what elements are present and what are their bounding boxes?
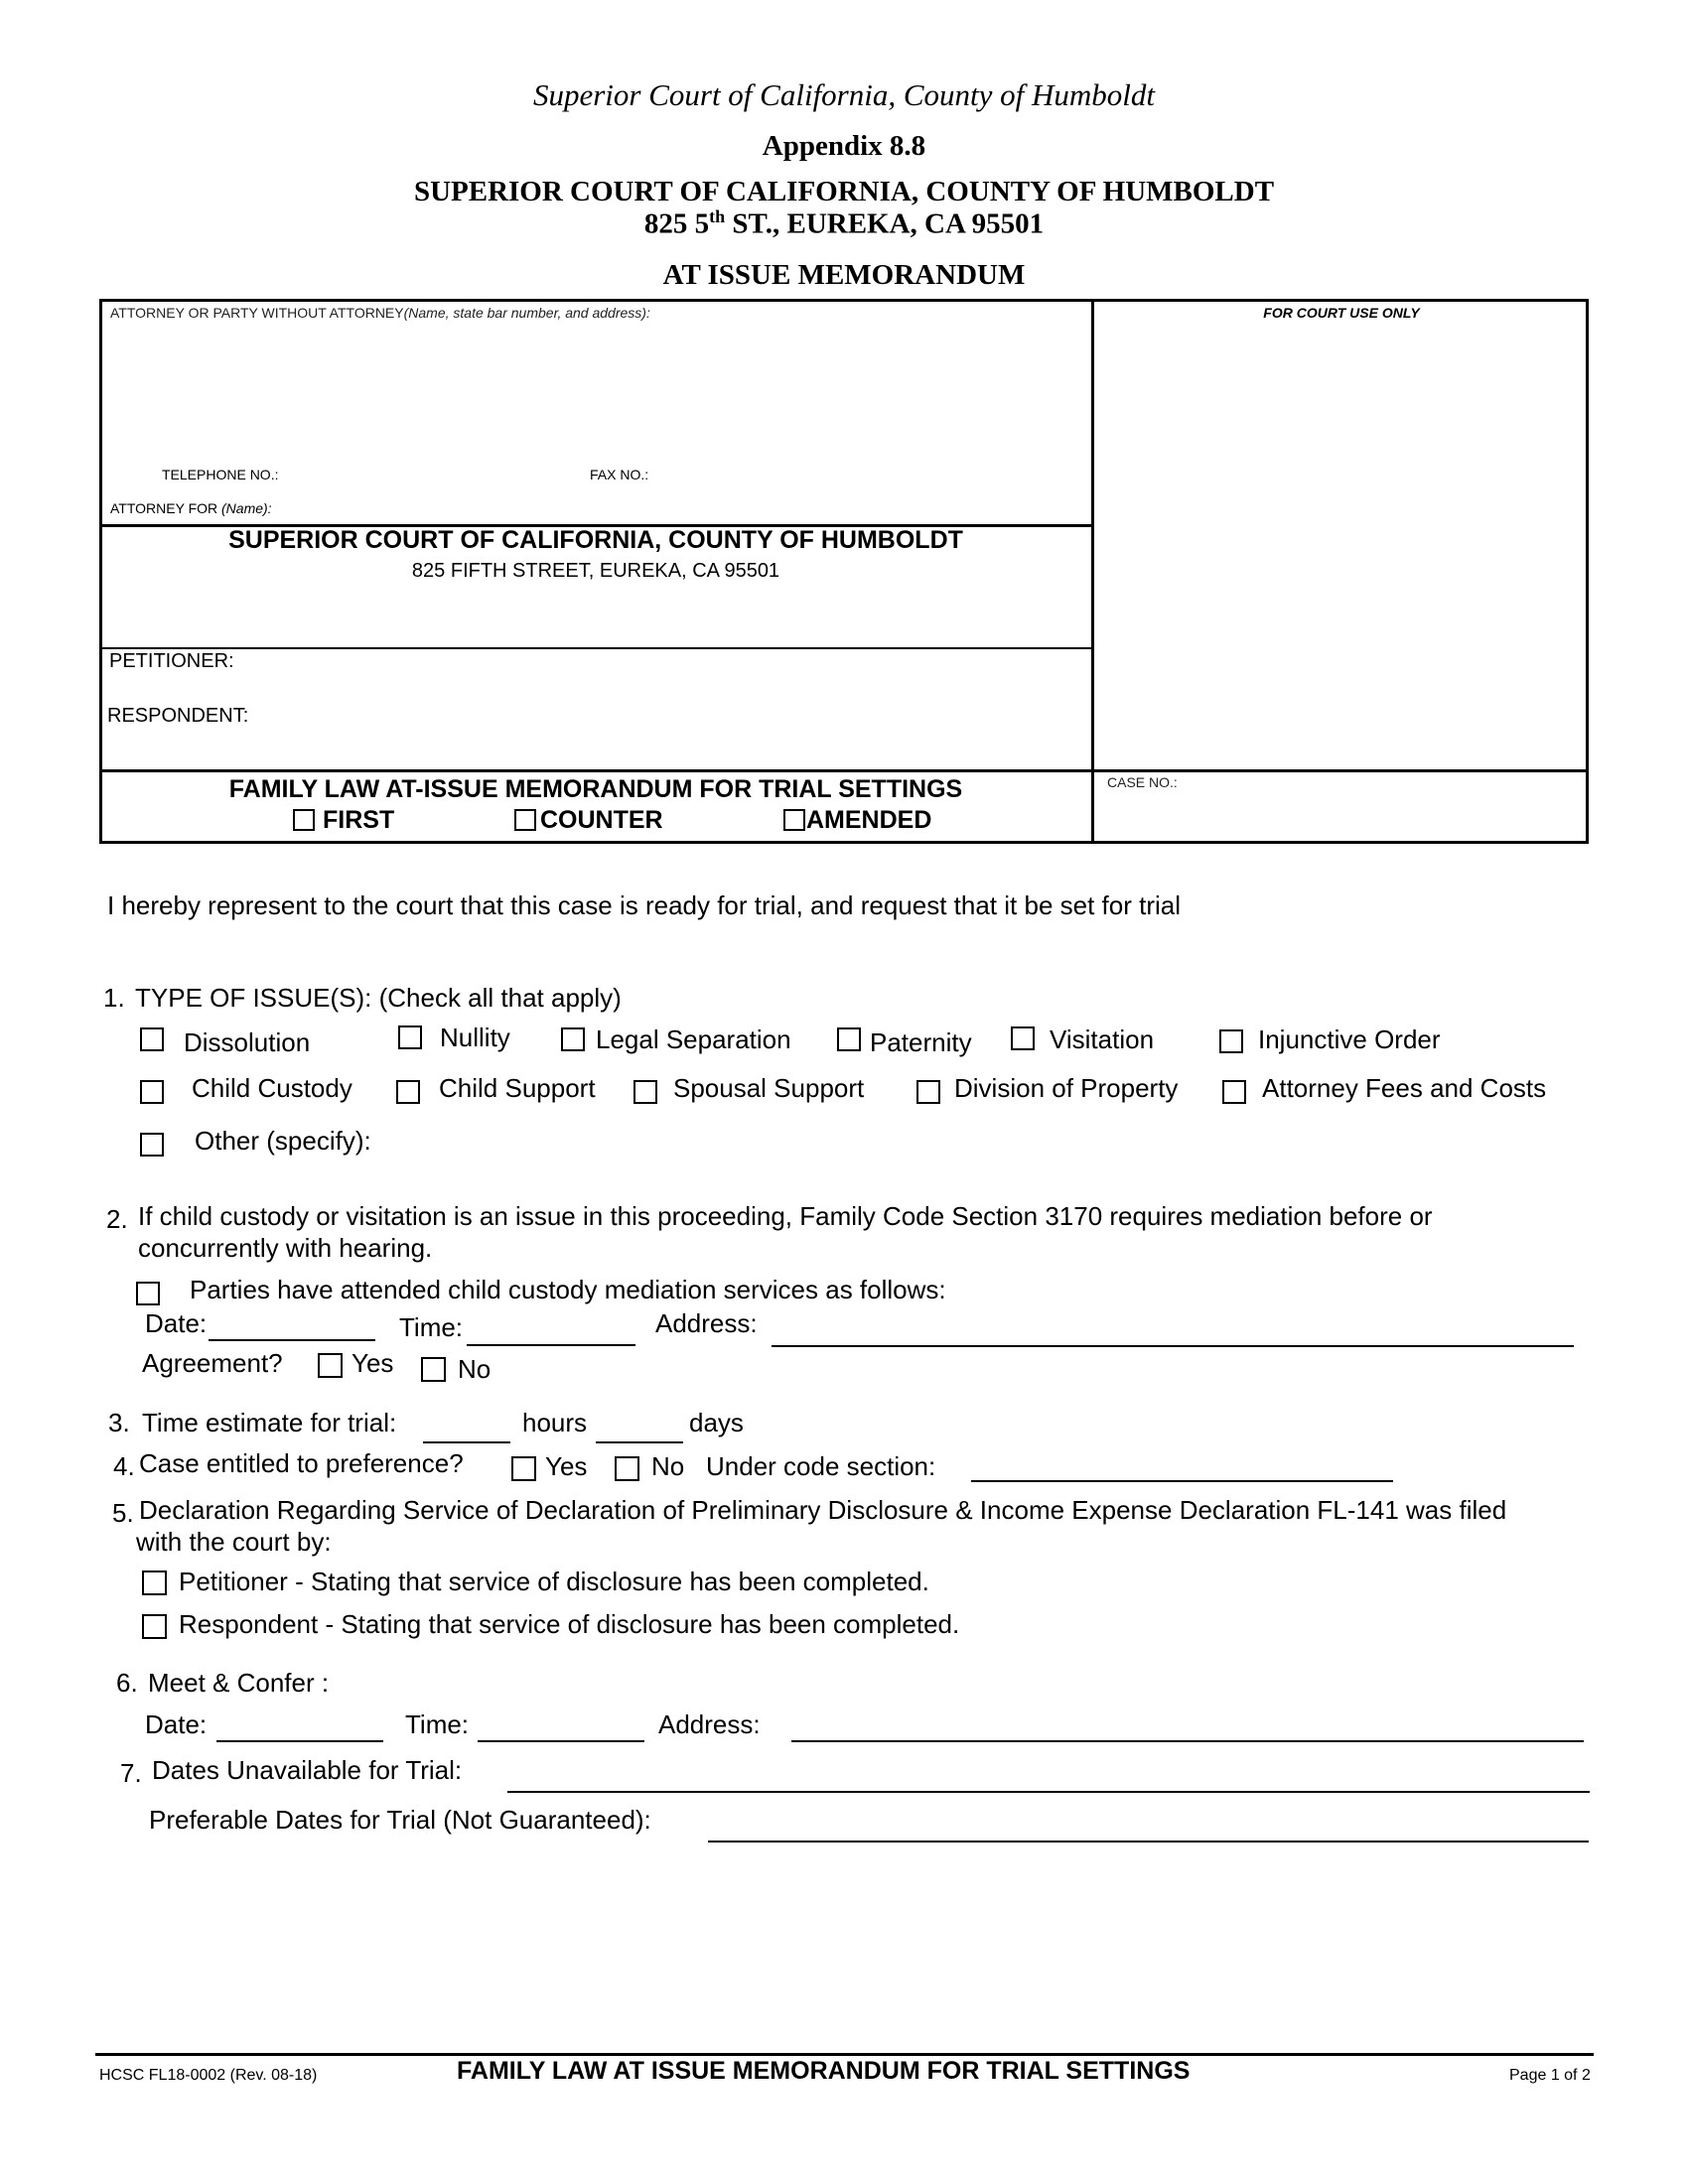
mediation-time-field[interactable] [467,1344,635,1346]
preference-no-checkbox[interactable] [615,1456,639,1481]
trial-days-field[interactable] [596,1441,683,1443]
mediation-address-label: Address: [655,1308,758,1338]
petitioner-label: PETITIONER: [109,650,234,672]
preferable-dates-field[interactable] [708,1841,1589,1843]
attorney-fees-label: Attorney Fees and Costs [1262,1073,1547,1103]
address-number: 825 5 [643,207,710,240]
item3-label: Time estimate for trial: [142,1408,397,1437]
division-of-property-checkbox[interactable] [916,1080,940,1104]
days-label: days [689,1408,744,1437]
caption-court-address: 825 FIFTH STREET, EUREKA, CA 95501 [411,560,780,582]
item6-label: Meet & Confer : [148,1668,330,1698]
attorney-label-text: ATTORNEY OR PARTY WITHOUT ATTORNEY [110,305,404,321]
footer-title: FAMILY LAW AT ISSUE MEMORANDUM FOR TRIAL SETTINGS [457,2057,1191,2085]
visitation-label: Visitation [1050,1024,1155,1054]
amended-label: AMENDED [806,806,932,834]
mediation-date-label: Date: [145,1308,208,1338]
attorney-label-hint: (Name, state bar number, and address): [403,305,650,321]
agreement-yes-label: Yes [352,1348,394,1378]
intro-statement: I hereby represent to the court that this case is ready for trial, and request that it be set for trial [107,890,1181,920]
dissolution-label: Dissolution [184,1027,311,1057]
attorney-for-text: ATTORNEY FOR [110,500,222,516]
memo-title: FAMILY LAW AT-ISSUE MEMORANDUM FOR TRIAL SETTINGS [228,775,963,803]
agreement-no-checkbox[interactable] [421,1357,446,1382]
fax-label: FAX NO.: [590,467,649,482]
address-superscript: th [709,206,726,226]
item2-text-line2: concurrently with hearing. [138,1233,433,1263]
item4-number: 4. [113,1451,135,1481]
other-checkbox[interactable] [140,1133,164,1157]
case-no-label: CASE NO.: [1107,774,1178,790]
first-label: FIRST [323,806,395,834]
hours-label: hours [522,1408,588,1437]
appendix-label: Appendix 8.8 [762,130,926,162]
item4-label: Case entitled to preference? [139,1448,464,1478]
court-name-italic: Superior Court of California, County of Humboldt [532,77,1156,112]
amended-checkbox[interactable] [783,809,805,831]
division-of-property-label: Division of Property [954,1073,1179,1103]
meet-time-label: Time: [405,1709,470,1739]
agreement-yes-checkbox[interactable] [318,1353,343,1378]
code-section-field[interactable] [971,1480,1393,1482]
item5-number: 5. [112,1498,134,1528]
item3-number: 3. [108,1408,130,1437]
preference-yes-label: Yes [545,1451,588,1481]
petitioner-disclosure-checkbox[interactable] [142,1570,167,1595]
preference-yes-checkbox[interactable] [511,1456,536,1481]
trial-hours-field[interactable] [423,1441,510,1443]
dissolution-checkbox[interactable] [140,1027,164,1051]
visitation-checkbox[interactable] [1011,1026,1035,1050]
telephone-label: TELEPHONE NO.: [162,467,279,482]
paternity-checkbox[interactable] [837,1027,861,1051]
first-checkbox[interactable] [293,809,315,831]
meet-address-label: Address: [658,1709,761,1739]
paternity-label: Paternity [870,1027,972,1057]
item1-label: TYPE OF ISSUE(S): (Check all that apply) [135,983,622,1013]
agreement-no-label: No [458,1354,492,1384]
court-name-caps: SUPERIOR COURT OF CALIFORNIA, COUNTY OF HUMBOLDT [413,176,1275,207]
child-custody-label: Child Custody [192,1073,352,1103]
attorney-fees-checkbox[interactable] [1222,1080,1246,1104]
petitioner-disclosure-label: Petitioner - Stating that service of disclosure has been completed. [179,1567,929,1596]
footer-page-number: Page 1 of 2 [1509,2067,1591,2084]
spousal-support-checkbox[interactable] [633,1080,657,1104]
attorney-for-hint: (Name): [221,500,272,516]
injunctive-order-label: Injunctive Order [1258,1024,1441,1054]
court-use-only-label: FOR COURT USE ONLY [1263,305,1420,321]
mediation-address-field[interactable] [772,1345,1574,1347]
item2-text-line1: If child custody or visitation is an issue in this proceeding, Family Code Section 3170 requires mediation before or [138,1201,1433,1231]
meet-date-label: Date: [145,1709,208,1739]
child-support-checkbox[interactable] [396,1080,420,1104]
code-section-label: Under code section: [706,1451,936,1481]
attorney-for-label [110,500,272,516]
legal-separation-checkbox[interactable] [561,1027,585,1051]
mediation-attended-label: Parties have attended child custody mediation services as follows: [190,1275,946,1304]
spousal-support-label: Spousal Support [673,1073,865,1103]
mediation-time-label: Time: [399,1312,464,1342]
item5-text-line1: Declaration Regarding Service of Declaration of Preliminary Disclosure & Income Expense Declaration FL-141 was filed [139,1495,1507,1525]
mediation-attended-checkbox[interactable] [136,1282,160,1305]
other-label: Other (specify): [195,1126,371,1156]
meet-date-field[interactable] [216,1740,383,1742]
child-support-label: Child Support [439,1073,596,1103]
respondent-disclosure-label: Respondent - Stating that service of disclosure has been completed. [179,1609,960,1639]
mediation-date-field[interactable] [209,1339,375,1341]
item1-number: 1. [103,983,125,1013]
preference-no-label: No [651,1451,685,1481]
respondent-label: RESPONDENT: [107,705,249,727]
address-street: ST., EUREKA, CA 95501 [725,207,1045,240]
caption-court-name: SUPERIOR COURT OF CALIFORNIA, COUNTY OF HUMBOLDT [228,526,963,554]
item6-number: 6. [116,1668,138,1698]
dates-unavailable-field[interactable] [507,1791,1590,1793]
counter-checkbox[interactable] [514,809,536,831]
item7-label: Dates Unavailable for Trial: [152,1755,463,1785]
child-custody-checkbox[interactable] [140,1080,164,1104]
nullity-label: Nullity [440,1023,510,1052]
item2-number: 2. [106,1204,128,1234]
item7-number: 7. [120,1758,142,1788]
legal-separation-label: Legal Separation [596,1024,791,1054]
court-address [0,206,1688,241]
form-title: AT ISSUE MEMORANDUM [662,259,1026,291]
footer-form-id: HCSC FL18-0002 (Rev. 08-18) [99,2067,318,2084]
preferable-dates-label: Preferable Dates for Trial (Not Guaranteed): [149,1805,651,1835]
nullity-checkbox[interactable] [398,1025,422,1049]
counter-label: COUNTER [540,806,663,834]
item5-text-line2: with the court by: [136,1527,332,1557]
injunctive-order-checkbox[interactable] [1219,1029,1243,1053]
respondent-disclosure-checkbox[interactable] [142,1614,167,1639]
footer-rule [95,2053,1594,2056]
meet-time-field[interactable] [478,1740,644,1742]
meet-address-field[interactable] [791,1740,1584,1742]
agreement-label: Agreement? [142,1348,283,1378]
attorney-label [110,305,650,321]
